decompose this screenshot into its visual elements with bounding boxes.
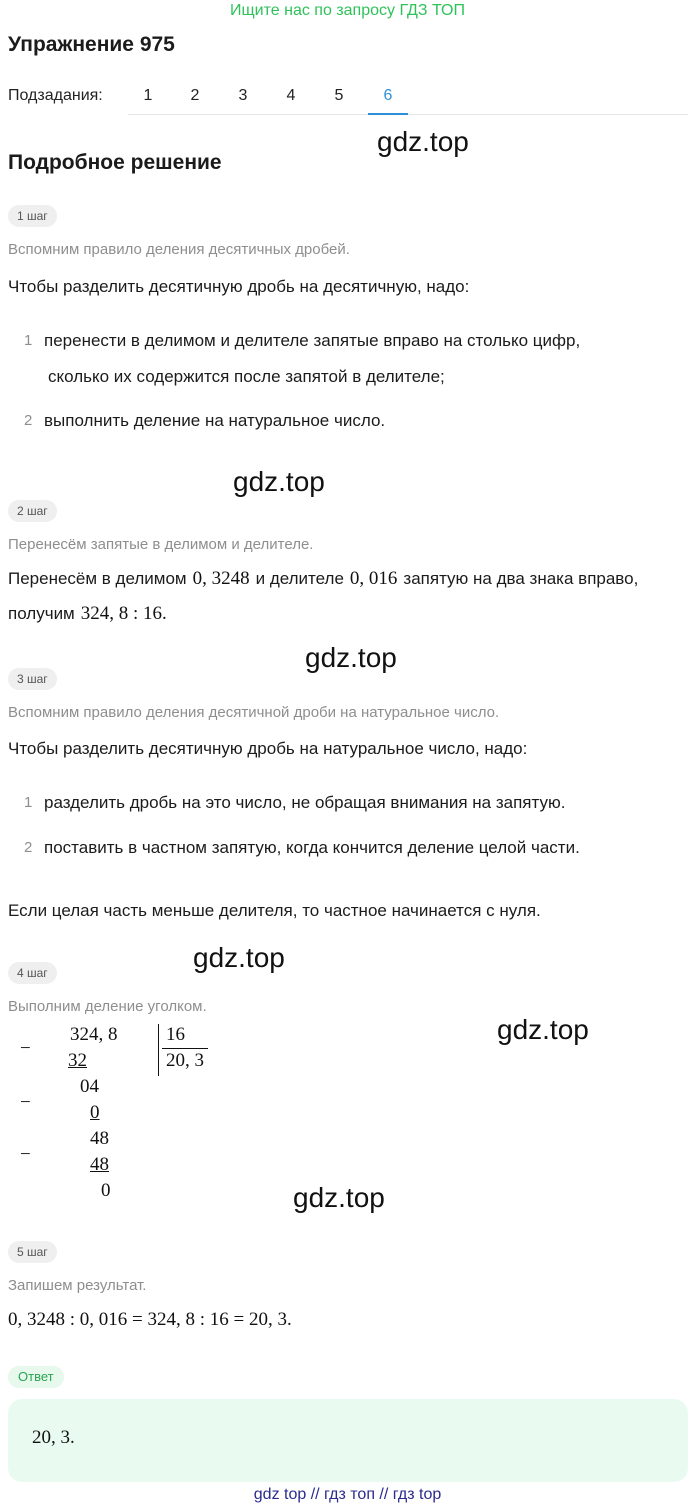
- subtask-tabs: [128, 77, 688, 115]
- step-3-text: Чтобы разделить десятичную дробь на натуральное число, надо:: [8, 739, 528, 758]
- list-number: 1: [24, 332, 33, 349]
- tab-5[interactable]: 5: [334, 87, 344, 104]
- long-division-remainder: 04: [80, 1076, 99, 1097]
- step-2-line-1: [8, 568, 638, 590]
- list-number: 1: [24, 794, 33, 811]
- watermark: gdz.top: [233, 466, 325, 497]
- divisor-value: 0, 016: [349, 568, 398, 589]
- watermark: gdz.top: [193, 942, 285, 973]
- step-1-text: Чтобы разделить десятичную дробь на десятичную, надо:: [8, 277, 470, 296]
- watermark: gdz.top: [293, 1182, 385, 1213]
- long-division-divisor: 16: [166, 1024, 185, 1045]
- minus-sign: −: [20, 1092, 31, 1113]
- active-tab-indicator: [368, 113, 408, 115]
- list-item: поставить в частном запятую, когда кончится деление целой части.: [44, 838, 580, 857]
- long-division-final-remainder: 0: [101, 1180, 111, 1201]
- step-2-line-2: [8, 603, 167, 625]
- watermark: gdz.top: [305, 642, 397, 673]
- step-2-expression: 324, 8 : 16.: [80, 603, 167, 624]
- step-2-text: и делителе: [255, 569, 344, 588]
- step-5-hint: Запишем результат.: [8, 1277, 147, 1294]
- list-item: выполнить деление на натуральное число.: [44, 411, 386, 430]
- tab-6[interactable]: 6: [383, 87, 393, 104]
- step-2-badge: 2 шаг: [8, 500, 57, 522]
- page-title: Упражнение 975: [8, 33, 175, 56]
- answer-box: [8, 1399, 688, 1482]
- result-formula: 0, 3248 : 0, 016 = 324, 8 : 16 = 20, 3.: [8, 1309, 292, 1330]
- tab-3[interactable]: 3: [238, 87, 248, 104]
- step-2-text: Перенесём в делимом: [8, 569, 187, 588]
- long-division-quotient: 20, 3: [166, 1050, 204, 1071]
- division-bracket-horizontal: [162, 1048, 208, 1049]
- dividend-value: 0, 3248: [192, 568, 250, 589]
- step-3-note: Если целая часть меньше делителя, то частное начинается с нуля.: [8, 901, 541, 920]
- minus-sign: −: [20, 1144, 31, 1165]
- search-banner: Ищите нас по запросу ГДЗ ТОП: [230, 2, 465, 19]
- step-2-hint: Перенесём запятые в делимом и делителе.: [8, 536, 314, 553]
- long-division-remainder: 48: [90, 1128, 109, 1149]
- tab-2[interactable]: 2: [190, 87, 200, 104]
- watermark: gdz.top: [377, 126, 469, 157]
- long-division-subtrahend: 48: [90, 1154, 109, 1175]
- step-1-badge: 1 шаг: [8, 205, 57, 227]
- list-number: 2: [24, 839, 33, 856]
- answer-value: 20, 3.: [32, 1427, 75, 1448]
- subtasks-label: Подзадания:: [8, 87, 103, 104]
- list-item: разделить дробь на это число, не обращая внимания на запятую.: [44, 793, 566, 812]
- tab-1[interactable]: 1: [143, 87, 153, 104]
- long-division-subtrahend: 0: [90, 1102, 100, 1123]
- step-3-badge: 3 шаг: [8, 668, 57, 690]
- step-4-hint: Выполним деление уголком.: [8, 998, 207, 1015]
- step-2-text: получим: [8, 604, 75, 623]
- long-division-subtrahend: 32: [68, 1050, 87, 1071]
- solution-title: Подробное решение: [8, 151, 222, 174]
- step-4-badge: 4 шаг: [8, 962, 57, 984]
- list-item-continuation: сколько их содержится после запятой в делителе;: [48, 367, 445, 386]
- minus-sign: −: [20, 1038, 31, 1059]
- footer-links[interactable]: gdz top // гдз топ // гдз top: [253, 1486, 442, 1503]
- step-2-text: запятую на два знака вправо,: [403, 569, 639, 588]
- long-division-dividend: 324, 8: [70, 1024, 118, 1045]
- tab-4[interactable]: 4: [286, 87, 296, 104]
- answer-badge: Ответ: [8, 1366, 64, 1388]
- step-5-badge: 5 шаг: [8, 1241, 57, 1263]
- division-bracket-vertical: [158, 1024, 159, 1076]
- watermark: gdz.top: [497, 1014, 589, 1045]
- list-item: перенести в делимом и делителе запятые вправо на столько цифр,: [44, 331, 581, 350]
- step-1-hint: Вспомним правило деления десятичных дробей.: [8, 241, 350, 258]
- list-number: 2: [24, 412, 33, 429]
- step-3-hint: Вспомним правило деления десятичной дроби на натуральное число.: [8, 704, 500, 721]
